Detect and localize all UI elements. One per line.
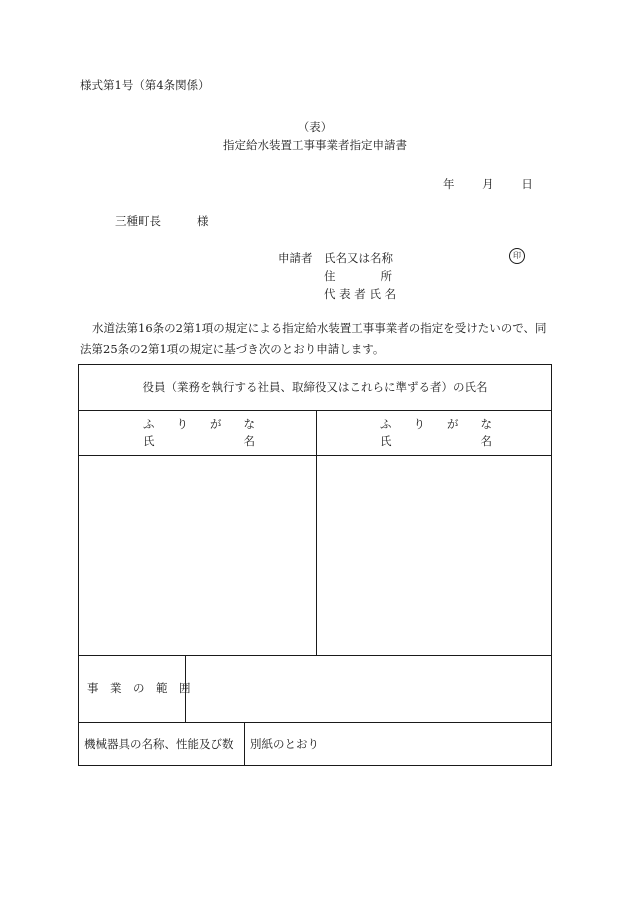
addressee-honorific: 様 [197, 214, 209, 228]
applicant-address-field [324, 271, 392, 283]
application-statement: 水道法第16条の2第1項の規定による指定給水装置工事事業者の指定を受けたいので、同法第25条の2第1項の規定に基づき次のとおり申請します。 [80, 321, 547, 356]
business-scope-label: 事 業 の 範 囲 [87, 681, 191, 695]
applicant-name-field: 氏名又は名称 [324, 251, 393, 265]
officer-table-header: 役員（業務を執行する社員、取締役又はこれらに準ずる者）の氏名 [142, 380, 488, 394]
furigana-label-right: ふ り が な [380, 417, 492, 431]
form-number: 様式第1号（第4条関係） [80, 78, 210, 92]
officer-table [78, 364, 552, 766]
divider [79, 722, 551, 723]
applicant-label: 申請者 [278, 251, 313, 265]
name-label-right: 氏 名 [380, 434, 492, 448]
officer-name-cell-right[interactable] [317, 456, 552, 655]
date-line [443, 179, 533, 191]
divider [244, 722, 245, 766]
addressee-name: 三種町長 [115, 214, 161, 228]
address-char-1: 住 [324, 269, 336, 283]
address-char-2: 所 [380, 269, 392, 283]
business-scope-cell[interactable] [186, 656, 552, 722]
equipment-value: 別紙のとおり [250, 737, 319, 751]
equipment-label: 機械器具の名称、性能及び数 [84, 737, 234, 751]
front-label: （表） [297, 120, 333, 134]
addressee [115, 216, 209, 228]
date-day: 日 [521, 177, 533, 191]
date-year: 年 [443, 177, 455, 191]
applicant-representative-field: 代 表 者 氏 名 [324, 287, 397, 301]
document-title: 指定給水装置工事事業者指定申請書 [223, 138, 407, 152]
furigana-label-left: ふ り が な [143, 417, 255, 431]
seal-icon: 印 [509, 248, 525, 264]
divider [79, 410, 551, 411]
date-month: 月 [482, 177, 494, 191]
name-label-left: 氏 名 [143, 434, 255, 448]
officer-name-cell-left[interactable] [79, 456, 316, 655]
